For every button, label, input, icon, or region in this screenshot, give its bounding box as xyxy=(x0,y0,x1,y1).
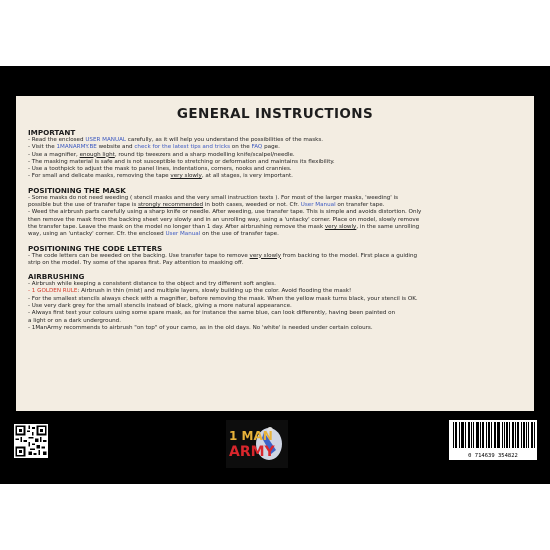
emphasis-text: very slowly xyxy=(324,223,357,230)
qr-code xyxy=(14,424,48,458)
instruction-text: - Read the enclosed xyxy=(28,137,86,143)
instruction-text: on transfer tape. xyxy=(335,202,385,209)
section-positioning-the-code-letters xyxy=(28,244,522,268)
instruction-text: a light or on a dark underground. xyxy=(28,317,121,324)
instruction-item xyxy=(28,303,522,310)
instruction-item xyxy=(28,231,522,238)
section-heading: POSITIONING THE MASK xyxy=(28,185,126,195)
instruction-item xyxy=(28,253,522,260)
instruction-text: on the xyxy=(230,144,252,151)
section-positioning-the-mask xyxy=(28,186,522,239)
link-text[interactable]: USER MANUAL xyxy=(85,137,127,143)
page-title: GENERAL INSTRUCTIONS xyxy=(176,106,374,122)
instruction-sections xyxy=(28,128,522,332)
instruction-text: website and xyxy=(96,144,135,151)
instruction-text: in both cases, weeded or not. Cfr. xyxy=(203,202,301,209)
instruction-text: on the use of transfer tape. xyxy=(200,231,279,238)
instruction-text: : Airbrush in thin (mist) and multiple layers, slowly building up the color. Avoid flooding the mask! xyxy=(77,288,352,295)
instruction-text: then remove the mask from the backing sheet very slowly and in an unrolling way, using a 'untacky' corner. Place on model, slowly remove xyxy=(28,216,420,223)
instruction-list xyxy=(28,281,522,332)
instruction-text: - Always first test your colours using some spare mask, as for instance the same blue, can look differently, having been painted on xyxy=(28,310,396,317)
barcode-number: 0 714639 354822 xyxy=(468,453,518,459)
brand-logo xyxy=(226,420,288,468)
section-heading: IMPORTANT xyxy=(28,128,76,137)
instruction-item xyxy=(28,288,522,295)
instruction-item xyxy=(28,260,522,267)
instruction-item xyxy=(28,202,522,209)
section-important xyxy=(28,128,522,181)
link-text[interactable]: check for the latest tips and tricks xyxy=(134,144,231,151)
instruction-text: - For small and delicate masks, removing the tape xyxy=(28,173,171,180)
instruction-item xyxy=(28,159,522,166)
logo-text-line1: 1 MAN xyxy=(229,429,273,443)
instruction-list xyxy=(28,253,522,268)
emphasis-text: enough light xyxy=(79,151,115,158)
instruction-list xyxy=(28,137,522,181)
instruction-list xyxy=(28,195,522,239)
golden-rule-label: - 1 GOLDEN RULE xyxy=(28,288,78,295)
link-text[interactable]: User Manual xyxy=(165,231,201,238)
emphasis-text: very slowly xyxy=(249,252,282,259)
instruction-item xyxy=(28,195,522,202)
instruction-text: - For the smallest stencils always check with a magnifier, before removing the mask. When the yellow mask turns black, your stencil is OK. xyxy=(28,295,418,302)
emphasis-text: strongly recommended xyxy=(138,202,204,209)
instruction-text: possible but the use of transfer tape is xyxy=(28,202,139,209)
link-text[interactable]: FAQ xyxy=(251,144,263,151)
instruction-text: from backing to the model. First place a guiding xyxy=(281,252,418,259)
instruction-text: - Some masks do not need weeding ( stencil masks and the very small instruction texts ). For most of the larger masks, 'weeding' is xyxy=(28,194,399,201)
instruction-text: - Use a toothpick to adjust the mask to panel lines, indentations, corners, nooks and crannies. xyxy=(28,166,292,173)
instruction-sheet xyxy=(16,96,534,411)
instruction-text: - 1ManArmy recommends to airbrush "on top" of your camo, as in the old days. No 'white' is needed under certain colours. xyxy=(28,324,373,331)
instruction-text: way, using an 'untacky' corner. Cfr. the enclosed xyxy=(28,231,166,238)
product-barcode xyxy=(449,420,537,460)
section-airbrushing xyxy=(28,272,522,332)
instruction-text: - Visit the xyxy=(28,144,57,151)
instruction-text: the transfer tape. Leave the mask on the model no longer than 1 day. After airbrushing remove the mask xyxy=(28,223,325,230)
instruction-item xyxy=(28,296,522,303)
instruction-text: page. xyxy=(262,144,280,151)
link-text[interactable]: User Manual xyxy=(300,202,336,209)
instruction-item xyxy=(28,310,522,317)
instruction-item xyxy=(28,144,522,151)
link-text[interactable]: 1MANARMY.BE xyxy=(56,144,97,151)
instruction-text: , in the same unrolling xyxy=(356,223,420,230)
emphasis-text: very slowly xyxy=(170,173,202,180)
instruction-text: , at all stages, is very important. xyxy=(201,173,293,180)
instruction-text: , round tip tweezers and a sharp modelling knife/scalpel/needle. xyxy=(114,151,295,158)
instruction-text: - Weed the airbrush parts carefully using a sharp knife or needle. After weeding, use transfer tape. This is simple and avoids distortion. Only xyxy=(28,209,422,216)
instruction-text: - The masking material is safe and is not susceptible to stretching or deformation and maintains its flexibility. xyxy=(28,158,335,165)
instruction-item xyxy=(28,281,522,288)
instruction-item xyxy=(28,152,522,159)
instruction-item xyxy=(28,217,522,224)
instruction-text: carefully, as it will help you understand the possibilities of the masks. xyxy=(126,137,324,143)
instruction-item xyxy=(28,209,522,216)
instruction-item xyxy=(28,224,522,231)
instruction-item xyxy=(28,137,522,144)
logo-text-line2: ARMY xyxy=(229,444,275,460)
instruction-item xyxy=(28,173,522,180)
instruction-item xyxy=(28,166,522,173)
instruction-text: - Airbrush while keeping a consistent distance to the object and try different soft angles. xyxy=(28,281,276,288)
instruction-item xyxy=(28,325,522,332)
section-heading: AIRBRUSHING xyxy=(28,272,85,282)
instruction-item xyxy=(28,318,522,325)
section-heading: POSITIONING THE CODE LETTERS xyxy=(28,243,163,253)
instruction-text: - Use very dark grey for the small stencils instead of black, giving a more natural appearance. xyxy=(28,303,292,310)
instruction-text: - Use a magnifier, xyxy=(28,151,80,158)
instruction-text: - The code letters can be weeded on the backing. Use transfer tape to remove xyxy=(28,252,250,259)
instruction-text: strip on the model. Try some of the spares first. Pay attention to masking off. xyxy=(28,259,244,266)
